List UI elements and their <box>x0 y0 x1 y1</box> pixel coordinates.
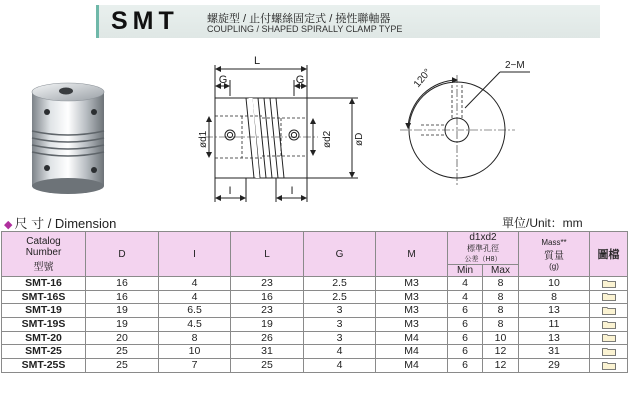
cell-I: 4 <box>159 290 231 304</box>
table-row <box>2 331 628 345</box>
cell-M: M4 <box>376 331 448 345</box>
cell-mass: 11 <box>519 318 590 332</box>
cell-max: 10 <box>483 331 519 345</box>
cell-G: 4 <box>304 359 376 373</box>
cell-mass: 8 <box>519 290 590 304</box>
cell-max: 8 <box>483 304 519 318</box>
title-banner <box>96 5 600 38</box>
header-mass: Mass** 質量 (g) <box>519 232 590 277</box>
cell-file[interactable] <box>590 290 628 304</box>
folder-icon[interactable] <box>602 333 616 342</box>
table-row <box>2 318 628 332</box>
header-G: G <box>304 232 376 277</box>
cell-L: 16 <box>231 290 304 304</box>
angle-label: 120° <box>411 67 434 90</box>
cell-I: 10 <box>159 345 231 359</box>
cell-I: 6.5 <box>159 304 231 318</box>
screw-label: 2−M <box>505 60 525 71</box>
cell-L: 25 <box>231 359 304 373</box>
header-catalog: Catalog Number 型號 <box>2 232 86 277</box>
table-row <box>2 304 628 318</box>
cell-D: 19 <box>86 318 159 332</box>
header-I: I <box>159 232 231 277</box>
header-min: Min <box>448 265 483 277</box>
unit-label: 單位/Unit：mm <box>502 216 583 230</box>
table-row <box>2 345 628 359</box>
cell-D: 25 <box>86 359 159 373</box>
cell-min: 6 <box>448 359 483 373</box>
cell-G: 2.5 <box>304 277 376 291</box>
cell-G: 3 <box>304 304 376 318</box>
cell-mass: 13 <box>519 304 590 318</box>
cell-L: 26 <box>231 331 304 345</box>
header-file: 圖檔 <box>590 232 628 277</box>
cell-G: 3 <box>304 318 376 332</box>
cell-I: 4 <box>159 277 231 291</box>
dim-label-d1: ød1 <box>198 130 209 148</box>
section-title <box>4 213 116 232</box>
dimension-table <box>1 231 628 373</box>
folder-icon[interactable] <box>602 361 616 370</box>
dim-label-I-right: I <box>290 185 294 197</box>
cell-min: 6 <box>448 318 483 332</box>
cell-M: M3 <box>376 290 448 304</box>
cell-D: 25 <box>86 345 159 359</box>
table-row <box>2 359 628 373</box>
folder-icon[interactable] <box>602 347 616 356</box>
cell-min: 4 <box>448 290 483 304</box>
cell-G: 4 <box>304 345 376 359</box>
cell-catalog: SMT-25 <box>2 345 86 359</box>
diamond-bullet-icon: ◆ <box>4 219 13 231</box>
folder-icon[interactable] <box>602 306 616 315</box>
cell-catalog: SMT-19S <box>2 318 86 332</box>
cell-D: 16 <box>86 290 159 304</box>
cell-M: M3 <box>376 318 448 332</box>
cell-max: 8 <box>483 318 519 332</box>
folder-icon[interactable] <box>602 292 616 301</box>
cell-file[interactable] <box>590 345 628 359</box>
cell-I: 7 <box>159 359 231 373</box>
cell-M: M3 <box>376 304 448 318</box>
cell-catalog: SMT-16S <box>2 290 86 304</box>
cell-catalog: SMT-25S <box>2 359 86 373</box>
cell-L: 31 <box>231 345 304 359</box>
cell-L: 23 <box>231 277 304 291</box>
cell-mass: 29 <box>519 359 590 373</box>
cell-catalog: SMT-19 <box>2 304 86 318</box>
product-title-english: COUPLING / SHAPED SPIRALLY CLAMP TYPE <box>207 24 403 34</box>
product-title-chinese: 螺旋型 / 止付螺絲固定式 / 撓性聯軸器 <box>207 13 391 25</box>
cell-file[interactable] <box>590 359 628 373</box>
cell-catalog: SMT-16 <box>2 277 86 291</box>
dim-label-L: L <box>253 55 261 67</box>
technical-drawing <box>0 40 640 212</box>
product-photo <box>32 83 104 194</box>
cell-D: 19 <box>86 304 159 318</box>
cell-D: 20 <box>86 331 159 345</box>
cell-L: 19 <box>231 318 304 332</box>
cell-mass: 10 <box>519 277 590 291</box>
cell-file[interactable] <box>590 318 628 332</box>
cell-M: M4 <box>376 359 448 373</box>
cell-L: 23 <box>231 304 304 318</box>
table-row <box>2 290 628 304</box>
dim-label-G-right: G <box>295 74 305 86</box>
cell-max: 8 <box>483 277 519 291</box>
cell-file[interactable] <box>590 331 628 345</box>
cell-I: 4.5 <box>159 318 231 332</box>
header-D: D <box>86 232 159 277</box>
cell-I: 8 <box>159 331 231 345</box>
cell-catalog: SMT-20 <box>2 331 86 345</box>
folder-icon[interactable] <box>602 320 616 329</box>
product-code: SMT <box>111 7 179 35</box>
side-view-drawing <box>205 65 358 202</box>
cell-G: 3 <box>304 331 376 345</box>
folder-icon[interactable] <box>602 279 616 288</box>
header-d1d2: d1xd2 標準孔徑 公差（H8） <box>448 232 519 265</box>
cell-min: 6 <box>448 345 483 359</box>
cell-mass: 31 <box>519 345 590 359</box>
cell-G: 2.5 <box>304 290 376 304</box>
cell-max: 12 <box>483 345 519 359</box>
dim-label-G-left: G <box>218 74 228 86</box>
cell-max: 8 <box>483 290 519 304</box>
cell-D: 16 <box>86 277 159 291</box>
cell-min: 4 <box>448 277 483 291</box>
cell-M: M3 <box>376 277 448 291</box>
cell-max: 12 <box>483 359 519 373</box>
cell-file[interactable] <box>590 277 628 291</box>
header-L: L <box>231 232 304 277</box>
cell-M: M4 <box>376 345 448 359</box>
table-row <box>2 277 628 291</box>
dim-label-D: øD <box>354 132 365 146</box>
cell-file[interactable] <box>590 304 628 318</box>
cell-mass: 13 <box>519 331 590 345</box>
header-M: M <box>376 232 448 277</box>
cell-min: 6 <box>448 331 483 345</box>
header-max: Max <box>483 265 519 277</box>
cell-min: 6 <box>448 304 483 318</box>
dim-label-I-left: I <box>228 185 232 197</box>
dim-label-d2: ød2 <box>322 130 333 148</box>
section-title-text: 尺 寸 / Dimension <box>14 216 117 231</box>
